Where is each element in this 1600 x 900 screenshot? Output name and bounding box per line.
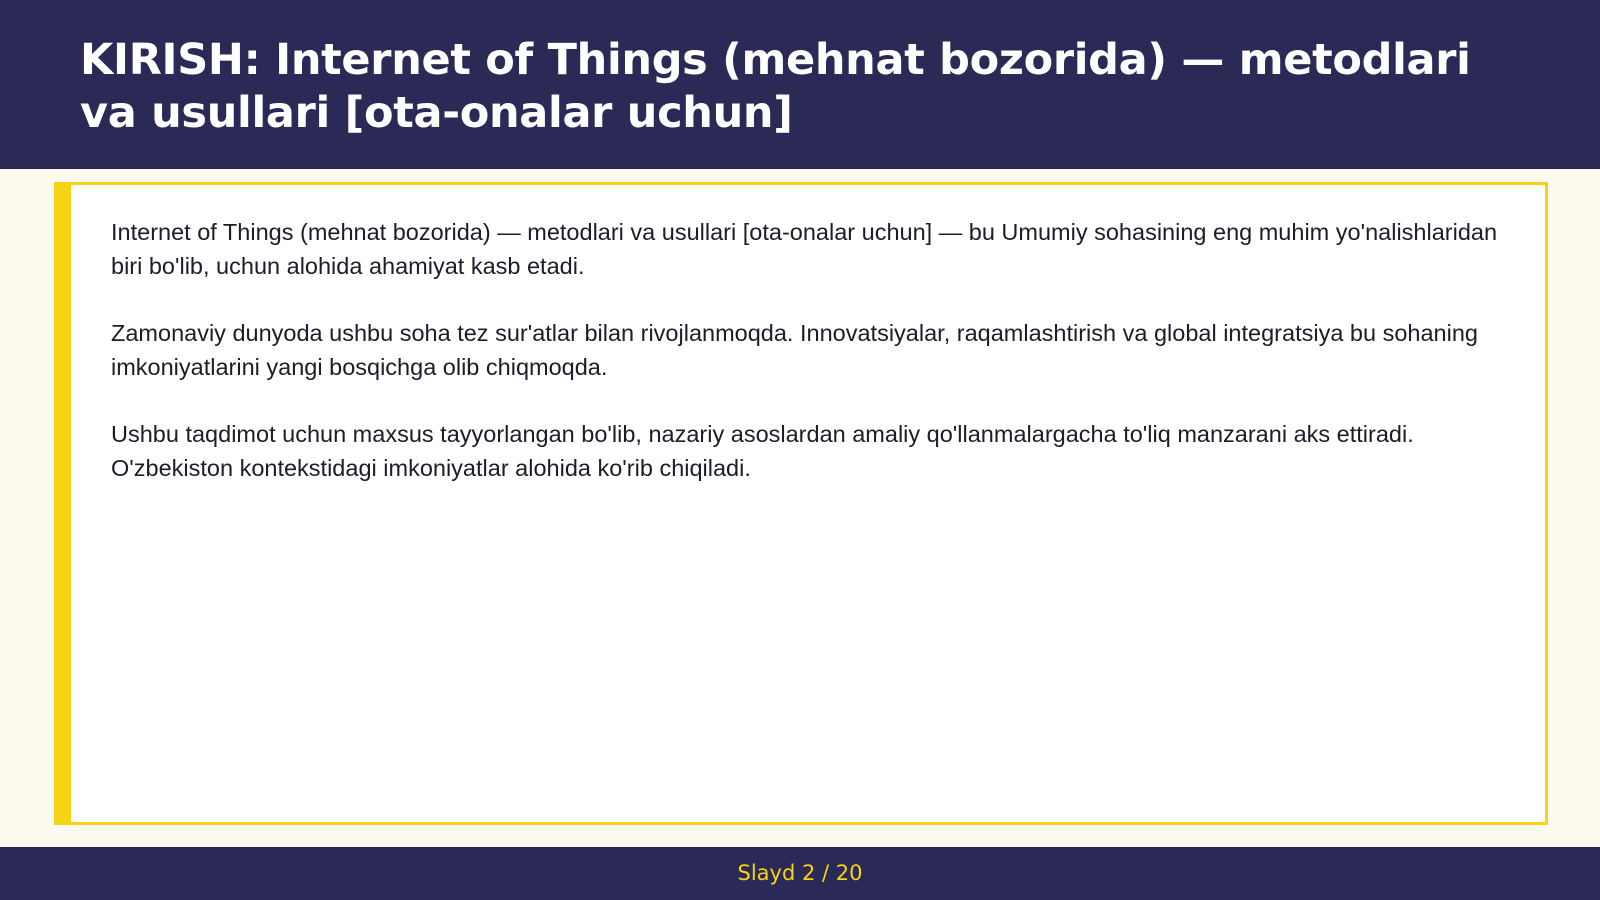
content-paragraph: Ushbu taqdimot uchun maxsus tayyorlangan bo'lib, nazariy asoslardan amaliy qo'llanmalargacha to'liq manzarani aks ettiradi. O'zbekiston kontekstidagi imkoniyatlar alohida ko'rib chiqiladi. bbox=[111, 421, 1414, 481]
content-card bbox=[54, 182, 1548, 825]
slide-header bbox=[0, 0, 1600, 169]
slide-counter: Slayd 2 / 20 bbox=[737, 861, 863, 885]
slide-footer bbox=[0, 847, 1600, 900]
content-paragraph: Internet of Things (mehnat bozorida) — metodlari va usullari [ota-onalar uchun] — bu Umumiy sohasining eng muhim yo'nalishlaridan biri bo'lib, uchun alohida ahamiyat kasb etadi. bbox=[111, 219, 1498, 279]
slide-title: KIRISH: Internet of Things (mehnat bozorida) — metodlari va usullari [ota-onalar uchun] bbox=[80, 35, 1471, 138]
content-paragraph: Zamonaviy dunyoda ushbu soha tez sur'atlar bilan rivojlanmoqda. Innovatsiyalar, raqamlashtirish va global integratsiya bu sohaning imkoniyatlarini yangi bosqichga olib chiqmoqda. bbox=[111, 320, 1478, 380]
